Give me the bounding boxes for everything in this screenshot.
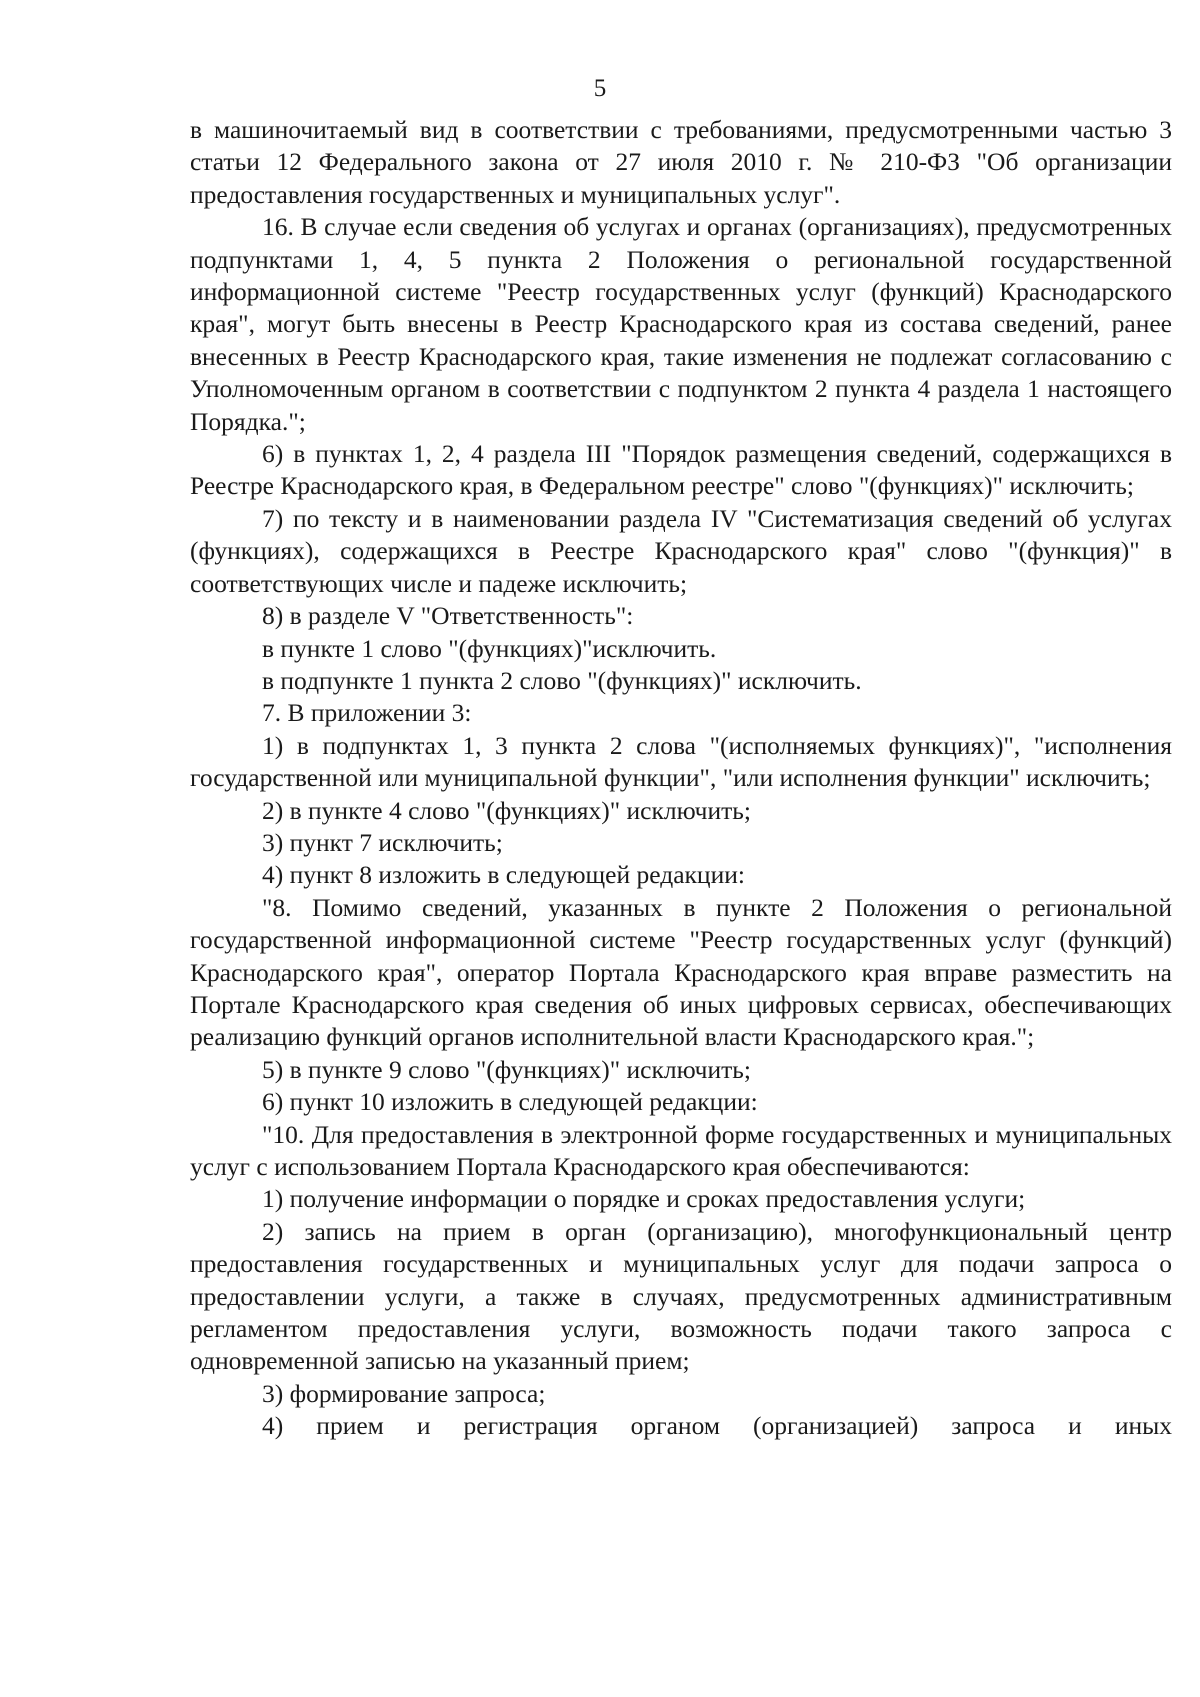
paragraph-appendix-item-6: 6) пункт 10 изложить в следующей редакции: [262, 1087, 758, 1117]
paragraph-subitem-7: 7) по тексту и в наименовании раздела IV "Систематизация сведений об услугах (функциях), содержащихся в Реестре Краснодарского края" слово "(функция)" в соответствующих числе и падеже исключить; [190, 503, 1172, 598]
document-body [190, 114, 1172, 1443]
paragraph-point-10-item-3: 3) формирование запроса; [262, 1378, 546, 1408]
paragraph-appendix-item-1: 1) в подпунктах 1, 3 пункта 2 слова "(исполняемых функциях)", "исполнения государственной или муниципальной функции", "или исполнения функции" исключить; [190, 730, 1172, 793]
paragraph-point-10-item-4: 4) прием и регистрация органом (организацией) запроса и иных [262, 1411, 1172, 1441]
paragraph-subpoint-1: в подпункте 1 пункта 2 слово "(функциях)" исключить. [262, 665, 862, 695]
page-number: 5 [593, 75, 607, 102]
paragraph-point-10-item-2: 2) запись на прием в орган (организацию), многофункциональный центр предоставления государственных и муниципальных услуг для подачи запроса о предоставлении услуги, а также в случаях, предусмотренных административным регламентом предоставления услуги, возможность подачи такого запроса с одновременной записью на указанный прием; [190, 1216, 1172, 1376]
paragraph-appendix-item-4: 4) пункт 8 изложить в следующей редакции: [262, 860, 745, 890]
paragraph-appendix-3: 7. В приложении 3: [262, 698, 472, 728]
paragraph-appendix-item-5: 5) в пункте 9 слово "(функциях)" исключить; [262, 1054, 751, 1084]
paragraph-appendix-item-3: 3) пункт 7 исключить; [262, 827, 503, 857]
paragraph-item-16: 16. В случае если сведения об услугах и органах (организациях), предусмотренных подпунктами 1, 4, 5 пункта 2 Положения о региональной государственной информационной системе "Реестр государственных услуг (функций) Краснодарского края", могут быть внесены в Реестр Краснодарского края из состава сведений, ранее внесенных в Реестр Краснодарского края, такие изменения не подлежат согласованию с Уполномоченным органом в соответствии с подпунктом 2 пункта 4 раздела 1 настоящего Порядка."; [190, 212, 1172, 436]
paragraph-continuation: в машиночитаемый вид в соответствии с требованиями, предусмотренными частью 3 статьи 12 Федерального закона от 27 июля 2010 г. № 210-ФЗ "Об организации предоставления государственных и муниципальных услуг". [190, 115, 1172, 209]
paragraph-appendix-item-2: 2) в пункте 4 слово "(функциях)" исключить; [262, 795, 751, 825]
paragraph-new-point-8: "8. Помимо сведений, указанных в пункте 2 Положения о региональной государственной информационной системе "Реестр государственных услуг (функций) Краснодарского края", оператор Портала Краснодарского края вправе разместить на Портале Краснодарского края сведения об иных цифровых сервисах, обеспечивающих реализацию функций органов исполнительной власти Краснодарского края."; [190, 892, 1172, 1052]
paragraph-point-10-item-1: 1) получение информации о порядке и сроках предоставления услуги; [262, 1184, 1026, 1214]
paragraph-subitem-8: 8) в разделе V "Ответственность": [262, 601, 634, 631]
paragraph-point-1: в пункте 1 слово "(функциях)"исключить. [262, 633, 717, 663]
paragraph-new-point-10: "10. Для предоставления в электронной форме государственных и муниципальных услуг с использованием Портала Краснодарского края обеспечиваются: [190, 1119, 1172, 1181]
paragraph-subitem-6: 6) в пунктах 1, 2, 4 раздела III "Порядок размещения сведений, содержащихся в Реестре Краснодарского края, в Федеральном реестре" слово "(функциях)" исключить; [190, 439, 1172, 501]
